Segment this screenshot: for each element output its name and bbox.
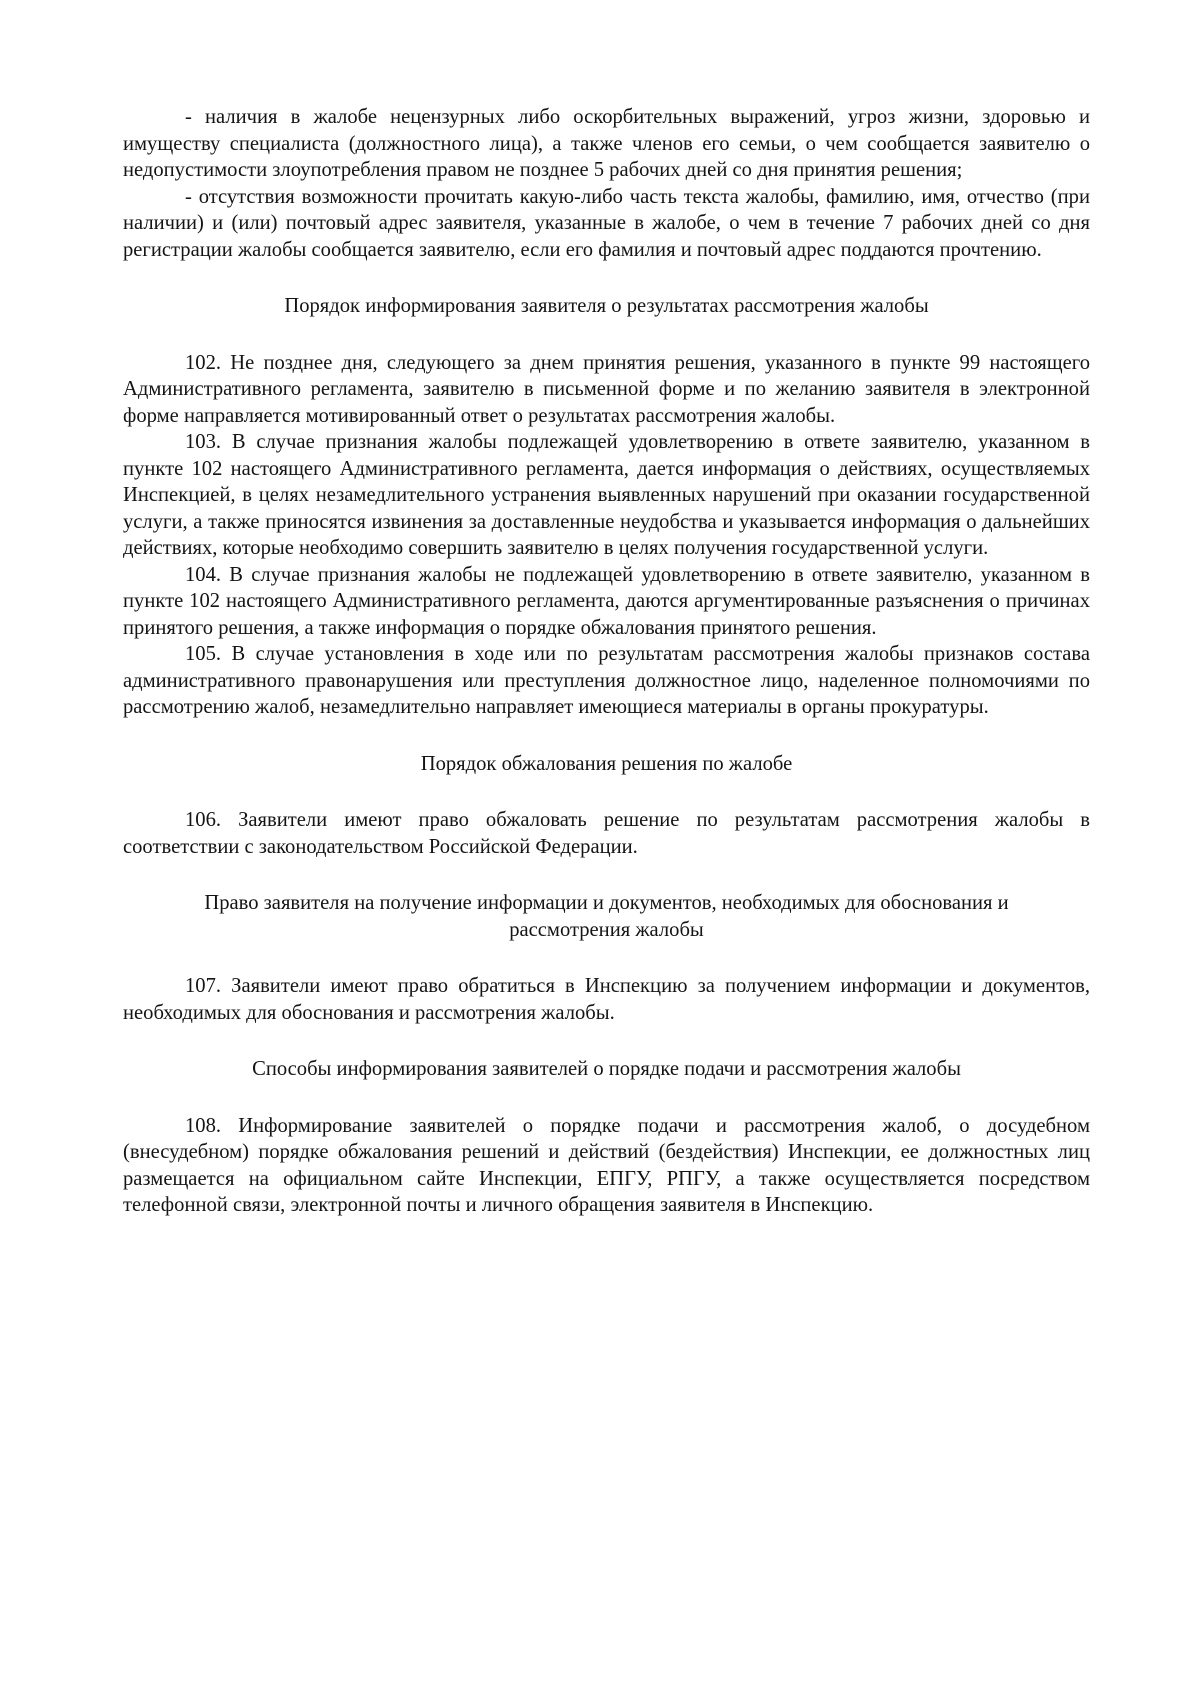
section-heading-methods: Способы информирования заявителей о порядке подачи и рассмотрения жалобы (252, 1058, 961, 1080)
section-heading-informing: Порядок информирования заявителя о результатах рассмотрения жалобы (284, 295, 929, 317)
section-heading-appeal: Порядок обжалования решения по жалобе (420, 752, 793, 775)
paragraph-107: 107. Заявители имеют право обратиться в Инспекцию за получением информации и документов, необходимых для обоснования и рассмотрения жалобы. (123, 975, 1090, 1024)
intro-paragraph-2: - отсутствия возможности прочитать какую-либо часть текста жалобы, фамилию, имя, отчество (при наличии) и (или) почтовый адрес заявителя, указанные в жалобе, о чем в течение 7 рабочих дней со дня регистрации жалобы сообщается заявителю, если его фамилия и почтовый адрес поддаются прочтению. (123, 185, 1090, 261)
intro-paragraph-1: - наличия в жалобе нецензурных либо оскорбительных выражений, угроз жизни, здоровью и имуществу специалиста (должностного лица), а также членов его семьи, о чем сообщается заявителю о недопустимости злоупотребления правом не позднее 5 рабочих дней со дня принятия решения; (123, 106, 1090, 181)
section-heading-right-line-2: рассмотрения жалобы (509, 918, 704, 941)
paragraph-102: 102. Не позднее дня, следующего за днем принятия решения, указанного в пункте 99 настоящего Административного регламента, заявителю в письменной форме и по желанию заявителя в электронной форме направляется мотивированный ответ о результатах рассмотрения жалобы. (123, 351, 1090, 427)
paragraph-103: 103. В случае признания жалобы подлежащей удовлетворению в ответе заявителю, указанном в пункте 102 настоящего Административного регламента, дается информация о действиях, осуществляемых Инспекцией, в целях незамедлительного устранения выявленных нарушений при оказании государственной услуги, а также приносятся извинения за доставленные неудобства и указывается информация о дальнейших действиях, которые необходимо совершить заявителю в целях получения государственной услуги. (123, 431, 1090, 559)
paragraph-108: 108. Информирование заявителей о порядке подачи и рассмотрения жалоб, о досудебном (внесудебном) порядке обжалования решений и действий (бездействия) Инспекции, ее должностных лиц размещается на официальном сайте Инспекции, ЕПГУ, РПГУ, а также осуществляется посредством телефонной связи, электронной почты и личного обращения заявителя в Инспекцию. (123, 1114, 1090, 1216)
paragraph-105: 105. В случае установления в ходе или по результатам рассмотрения жалобы признаков состава административного правонарушения или преступления должностное лицо, наделенное полномочиями по рассмотрению жалоб, незамедлительно направляет имеющиеся материалы в органы прокуратуры. (123, 643, 1090, 718)
section-heading-right (123, 890, 1090, 943)
section-heading-right-line-1: Право заявителя на получение информации и документов, необходимых для обоснования и (204, 892, 1009, 914)
paragraph-104: 104. В случае признания жалобы не подлежащей удовлетворению в ответе заявителю, указанном в пункте 102 настоящего Административного регламента, даются аргументированные разъяснения о причинах принятого решения, а также информация о порядке обжалования принятого решения. (123, 563, 1090, 639)
paragraph-106: 106. Заявители имеют право обжаловать решение по результатам рассмотрения жалобы в соответствии с законодательством Российской Федерации. (123, 809, 1090, 858)
